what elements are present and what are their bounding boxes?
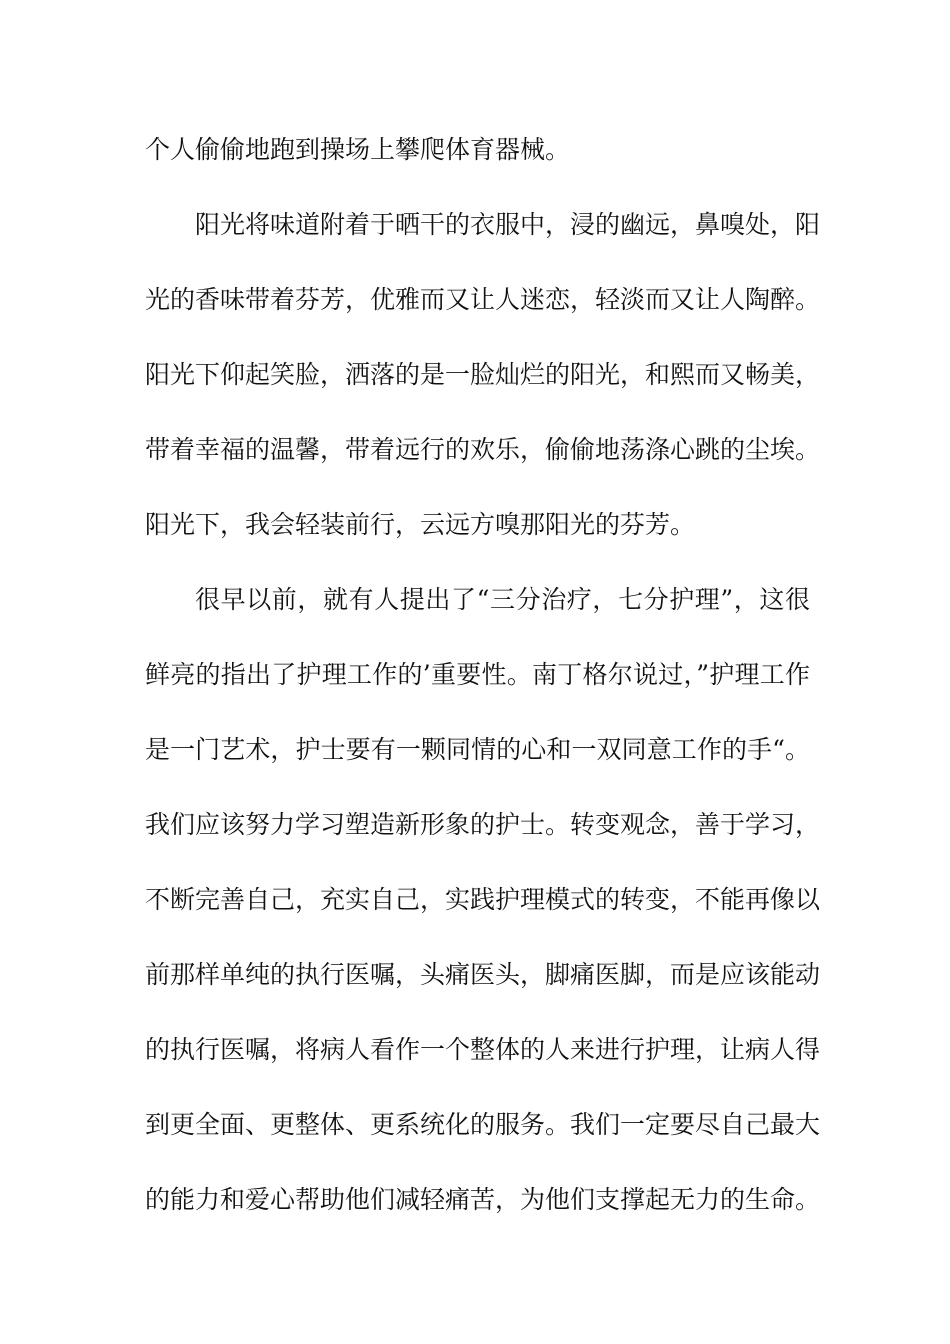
text-line-5: 带着幸福的温馨，带着远行的欢乐，偷偷地荡涤心跳的尘埃。 <box>145 435 821 464</box>
text-line-9: 是一门艺术，护士要有一颗同情的心和一双同意工作的手“。 <box>145 735 810 764</box>
text-line-3: 光的香味带着芬芳，优雅而又让人迷恋，轻淡而又让人陶醉。 <box>145 285 821 314</box>
text-line-1: 个人偷偷地跑到操场上攀爬体育器械。 <box>145 135 571 164</box>
text-line-6: 阳光下，我会轻装前行，云远方嗅那阳光的芬芳。 <box>145 510 696 539</box>
text-line-14: 到更全面、更整体、更系统化的服务。我们一定要尽自己最大 <box>145 1110 821 1139</box>
text-line-2: 阳光将味道附着于晒干的衣服中，浸的幽远，鼻嗅处，阳 <box>195 210 821 239</box>
text-line-12: 前那样单纯的执行医嘱，头痛医头，脚痛医脚，而是应该能动 <box>145 960 821 989</box>
text-line-10: 我们应该努力学习塑造新形象的护士。转变观念，善于学习， <box>145 810 821 839</box>
text-line-4: 阳光下仰起笑脸，洒落的是一脸灿烂的阳光，和熙而又畅美， <box>145 360 821 389</box>
text-line-15: 的能力和爱心帮助他们减轻痛苦，为他们支撑起无力的生命。 <box>145 1185 821 1214</box>
text-line-13: 的执行医嘱，将病人看作一个整体的人来进行护理，让病人得 <box>145 1035 821 1064</box>
text-line-8: 鲜亮的指出了护理工作的’重要性。南丁格尔说过，”护理工作 <box>145 660 810 689</box>
text-line-11: 不断完善自己，充实自己，实践护理模式的转变，不能再像以 <box>145 885 821 914</box>
text-line-7: 很早以前，就有人提出了“三分治疗，七分护理”，这很 <box>195 585 810 614</box>
